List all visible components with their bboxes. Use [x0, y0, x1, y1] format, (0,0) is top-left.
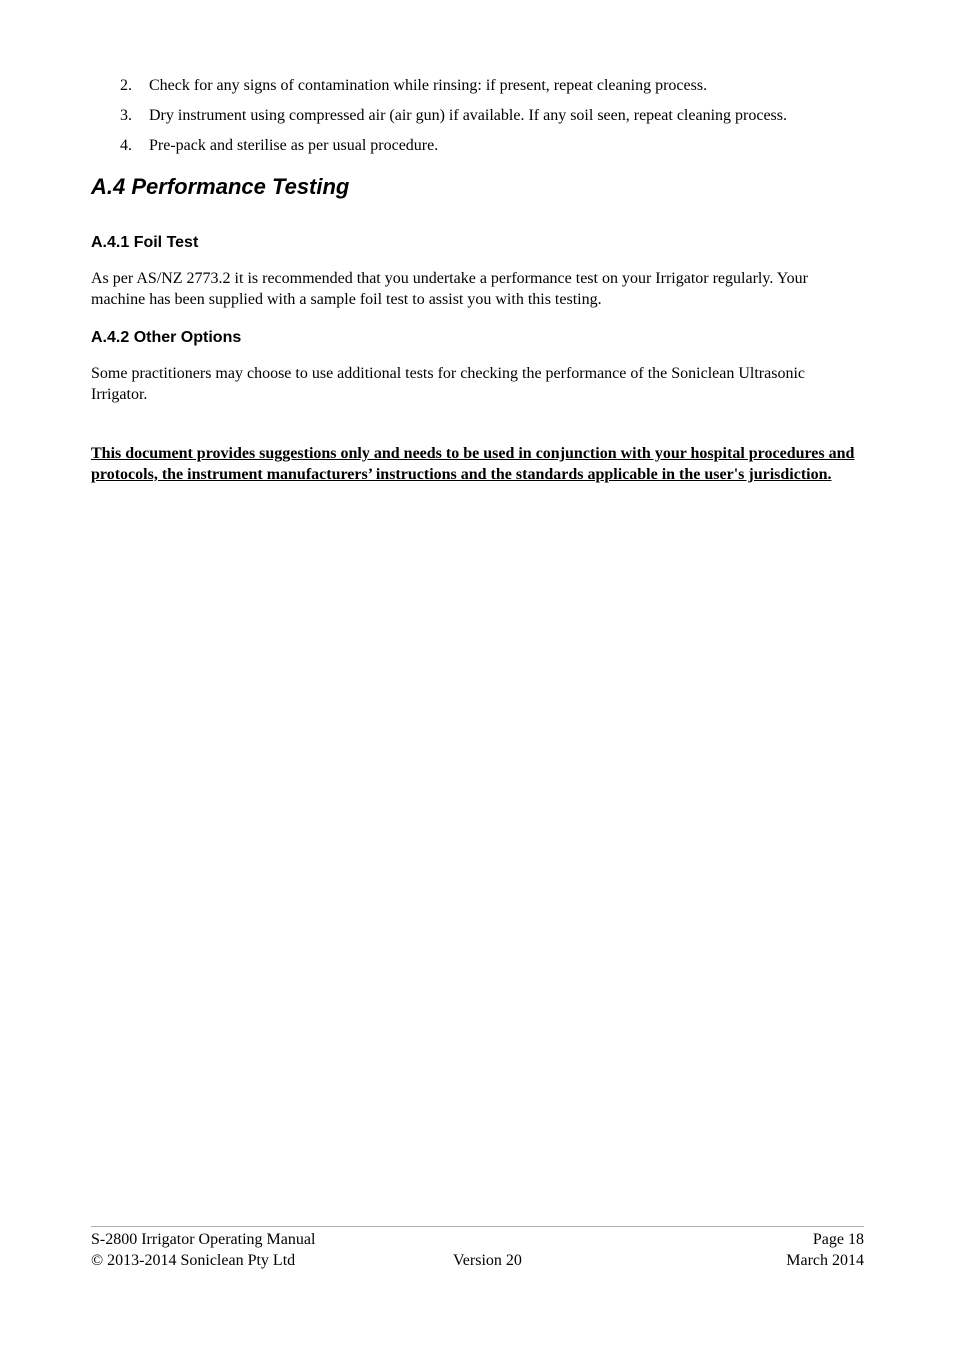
- section-heading: A.4 Performance Testing: [91, 174, 350, 199]
- list-text: Pre-pack and sterilise as per usual procedure.: [149, 137, 439, 154]
- disclaimer-notice: This document provides suggestions only and needs to be used in conjunction with your hospital procedures and protocols, the instrument manufacturers’ instructions and the standards applicable in the user's jurisdiction.: [91, 445, 855, 483]
- footer-manual-title: S-2800 Irrigator Operating Manual: [91, 1231, 316, 1248]
- foil-test-paragraph: As per AS/NZ 2773.2 it is recommended that you undertake a performance test on your Irrigator regularly. Your machine has been supplied with a sample foil test to assist you with this testing.: [91, 270, 808, 308]
- list-number: 2.: [120, 77, 132, 94]
- footer-date: March 2014: [786, 1252, 864, 1269]
- procedure-steps: [91, 74, 864, 164]
- page-footer: [91, 1229, 864, 1271]
- list-item: [91, 74, 864, 98]
- footer-version: Version 20: [453, 1252, 522, 1269]
- footer-page-number: Page 18: [812, 1231, 864, 1248]
- list-item: [91, 104, 864, 128]
- list-text: Dry instrument using compressed air (air gun) if available. If any soil seen, repeat cleaning process.: [149, 107, 788, 124]
- document-page: [91, 0, 864, 1351]
- list-text: Check for any signs of contamination while rinsing: if present, repeat cleaning process.: [149, 77, 708, 94]
- subsection-heading-foil-test: A.4.1 Foil Test: [91, 234, 199, 251]
- footer-divider: [91, 1226, 864, 1227]
- list-number: 4.: [120, 137, 132, 154]
- list-number: 3.: [120, 107, 132, 124]
- footer-copyright: © 2013-2014 Soniclean Pty Ltd: [91, 1252, 296, 1269]
- other-options-paragraph: Some practitioners may choose to use additional tests for checking the performance of the Soniclean Ultrasonic Irrigator.: [91, 365, 805, 403]
- subsection-heading-other-options: A.4.2 Other Options: [91, 329, 242, 346]
- list-item: [91, 134, 864, 158]
